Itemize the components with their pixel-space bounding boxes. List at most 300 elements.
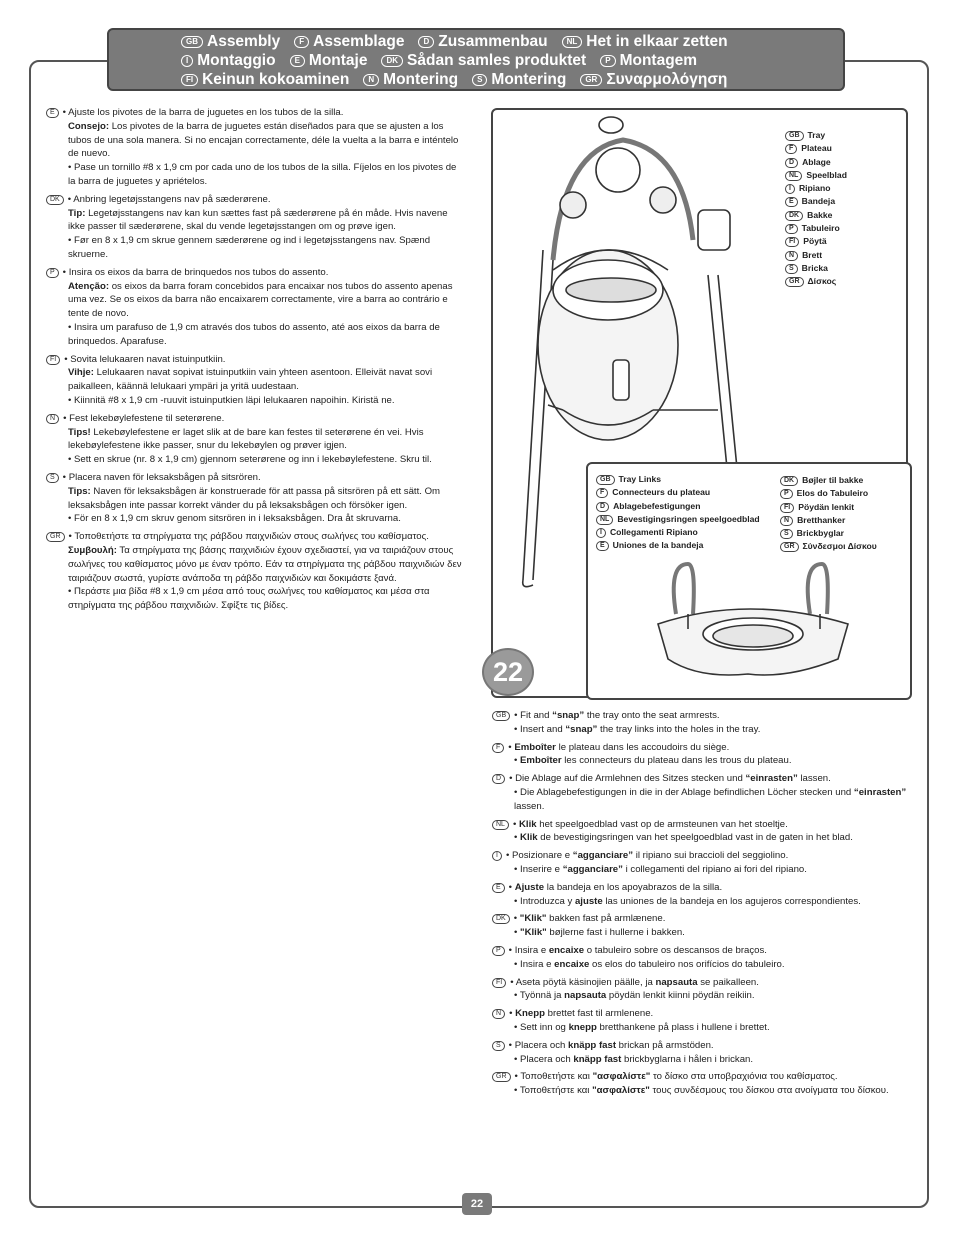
instruction-section xyxy=(492,1007,907,1035)
part-label xyxy=(785,129,847,142)
instruction-text: • Τοποθετήστε και xyxy=(514,1071,593,1083)
emphasis-text: “einrasten” xyxy=(745,773,798,785)
emphasis-text: knäpp fast xyxy=(573,1053,622,1065)
part-label xyxy=(785,195,847,208)
language-code-badge: GR xyxy=(580,74,602,86)
instruction-text: • Insira um parafuso de 1,9 cm através dos tubos do assento, até aos eixos da barra de brinquedos. Aparafuse. xyxy=(68,321,440,347)
header-title: Het in elkaar zetten xyxy=(586,33,728,50)
instruction-text: • Die Ablage auf die Armlehnen des Sitzes stecken und xyxy=(509,773,746,785)
language-code-badge: FI xyxy=(492,978,506,988)
language-code-badge: F xyxy=(785,144,797,154)
instruction-line xyxy=(492,912,907,926)
instruction-text: • Περάστε μια βίδα #8 x 1,9 cm μέσα από τους σωλήνες του καθίσματος και μέσα στα στηρίγματα της ράβδου παιχνιδιών. Σφίξτε τις βίδες. xyxy=(68,586,430,612)
part-label-text: Collegamenti Ripiano xyxy=(609,527,698,538)
step-number-badge: 22 xyxy=(482,648,534,696)
instruction-line xyxy=(492,895,907,909)
header-item xyxy=(181,51,276,70)
part-label xyxy=(785,235,847,248)
instruction-text: Legetøjsstangens nav kan kun sættes fast på sæderørene på én måde. Hvis navene ikke passer til sæderørene, skal du vende legetøjsstangen om og prøve igen. xyxy=(68,207,448,233)
instruction-text: • Sovita lelukaaren navat istuinputkiin. xyxy=(64,353,226,365)
emphasis-text: “einrasten” xyxy=(853,786,907,798)
part-label xyxy=(596,526,760,539)
emphasis-text: “agganciare” xyxy=(572,850,634,862)
header-line xyxy=(181,51,843,70)
emphasis-text: “agganciare” xyxy=(562,863,623,875)
emphasis-text: napsauta xyxy=(655,976,698,988)
language-code-badge: N xyxy=(492,1009,505,1019)
emphasis-text: "Klik" xyxy=(520,927,547,939)
instruction-line xyxy=(46,120,466,161)
instruction-text: • Kiinnitä #8 x 1,9 cm -ruuvit istuinputkien läpi lelukaaren napoihin. Kiristä ne. xyxy=(68,394,395,406)
instruction-text: les connecteurs du plateau dans les trous du plateau. xyxy=(561,755,792,767)
instruction-text: the tray links into the holes in the tray. xyxy=(597,723,761,735)
language-code-badge: GR xyxy=(46,532,65,542)
instruction-line xyxy=(46,412,466,426)
instruction-line xyxy=(46,234,466,262)
instruction-text: Naven för leksaksbågen är konstruerade för att passa på sitsrören på ett sätt. Om leksaksbågen inte passar korrekt vänder du på leksaksbågen och försöker igen. xyxy=(68,485,441,511)
instruction-text: le plateau dans les accoudoirs du siège. xyxy=(555,741,730,753)
instruction-text: Los pivotes de la barra de juguetes están diseñados para que se ajusten a los tubos de una sola manera. Si no encajan correctamente, déle la vuelta a la barra e inténtelo de nuevo. xyxy=(68,120,459,160)
emphasis-text: knepp xyxy=(568,1021,597,1033)
instruction-section xyxy=(492,772,907,813)
language-code-badge: DK xyxy=(46,195,64,205)
language-code-badge: NL xyxy=(596,515,613,525)
instruction-section xyxy=(46,353,466,408)
instruction-text: lassen. xyxy=(514,800,545,812)
instruction-section xyxy=(492,881,907,909)
language-code-badge: S xyxy=(780,529,793,539)
instruction-text: • Placera och xyxy=(508,1039,569,1051)
part-label-text: Pöytä xyxy=(803,236,827,247)
instruction-text: • Før en 8 x 1,9 cm skrue gennem sæderørene og ind i legetøjsstangens nav. Spænd skruerne. xyxy=(68,235,431,260)
header-title: Montaggio xyxy=(197,52,276,69)
instruction-section xyxy=(492,944,907,972)
instruction-section xyxy=(492,1039,907,1067)
tip-label: Tip: xyxy=(68,207,86,219)
emphasis-text: Klik xyxy=(520,832,538,844)
part-label xyxy=(785,169,847,182)
language-code-badge: N xyxy=(46,414,59,424)
instruction-line xyxy=(492,1084,907,1098)
instruction-line xyxy=(492,976,907,990)
language-code-badge: DK xyxy=(492,914,510,924)
instruction-text: Τα στηρίγματα της βάσης παιχνιδιών έχουν σχεδιαστεί, για να ταιριάζουν στους σωλήνες του καθίσματος μόνο με έναν τρόπο. Εάν τα στηρίγματα της ράβδου παιχνιδιών δεν ταιριάζουν σωστά, γυρίστε ανάποδα τη ράβδο παιχνιδιών και δοκιμάστε ξανά. xyxy=(68,544,462,584)
language-code-badge: P xyxy=(785,224,798,234)
instruction-line xyxy=(492,958,907,972)
instruction-text: • Ajuste los pivotes de la barra de juguetes en los tubos de la silla. xyxy=(62,107,344,118)
language-code-badge: NL xyxy=(562,36,583,48)
instruction-text: • xyxy=(508,741,515,753)
assembly-header xyxy=(107,28,845,91)
instruction-line xyxy=(492,849,907,863)
header-title: Assemblage xyxy=(313,33,405,50)
instruction-line xyxy=(46,544,466,585)
tip-label: Συμβουλή: xyxy=(68,544,117,556)
language-code-badge: I xyxy=(596,528,606,538)
instruction-line xyxy=(492,709,907,723)
instruction-section xyxy=(46,530,466,613)
part-label xyxy=(780,514,877,527)
instruction-line xyxy=(46,266,466,280)
language-code-badge: GR xyxy=(492,1072,511,1082)
header-title: Keinun kokoaminen xyxy=(202,71,350,88)
language-code-badge: P xyxy=(492,946,505,956)
instruction-line xyxy=(492,1007,907,1021)
instruction-line xyxy=(492,831,907,845)
instruction-text: • Aseta pöytä käsinojien päälle, ja xyxy=(510,976,656,988)
instruction-text: o tabuleiro sobre os descansos de braços. xyxy=(584,944,767,956)
emphasis-text: Klik xyxy=(518,818,537,830)
header-item xyxy=(580,70,727,89)
emphasis-text: napsauta xyxy=(564,990,607,1002)
instruction-line xyxy=(492,1053,907,1067)
instruction-line xyxy=(46,161,466,189)
part-label xyxy=(596,473,760,486)
instruction-line xyxy=(492,754,907,768)
part-label-text: Plateau xyxy=(801,143,832,154)
emphasis-text: encaixe xyxy=(548,944,585,956)
tip-label: Consejo: xyxy=(68,120,110,132)
language-code-badge: N xyxy=(780,516,793,526)
toy-bar-instructions xyxy=(46,106,466,617)
instruction-line xyxy=(492,989,907,1003)
header-title: Montering xyxy=(491,71,567,88)
part-label-text: Bevestigingsringen speelgoedblad xyxy=(617,513,760,524)
part-label-text: Σύνδεσμοι Δίσκου xyxy=(802,541,877,552)
instruction-line xyxy=(492,772,907,786)
instruction-line xyxy=(46,106,466,120)
page-number: 22 xyxy=(462,1193,492,1215)
instruction-text: il ripiano sui braccioli del seggiolino. xyxy=(633,850,789,862)
part-label-text: Bakke xyxy=(807,209,833,220)
instruction-text: • xyxy=(512,818,519,830)
part-label xyxy=(785,209,847,222)
instruction-line xyxy=(46,394,466,408)
part-label-text: Elos do Tabuleiro xyxy=(796,488,869,499)
part-label-text: Brett xyxy=(802,249,823,260)
instruction-text: • Placera naven för leksaksbågen på sitsrören. xyxy=(62,471,261,483)
instruction-line xyxy=(492,881,907,895)
instruction-section xyxy=(46,106,466,189)
language-code-badge: GB xyxy=(596,475,615,485)
emphasis-text: “snap” xyxy=(552,710,585,721)
part-label-text: Ripiano xyxy=(798,183,831,194)
language-code-badge: GB xyxy=(181,36,203,48)
emphasis-text: ajuste xyxy=(574,895,603,907)
instruction-text: bretthankene på plass i hullene i brettet. xyxy=(596,1021,770,1033)
instruction-text: i collegamenti del ripiano ai fori del ripiano. xyxy=(622,863,807,875)
instruction-section xyxy=(492,818,907,846)
language-code-badge: F xyxy=(492,743,504,753)
language-code-badge: FI xyxy=(46,355,60,365)
language-code-badge: GB xyxy=(492,711,510,721)
tray-instructions xyxy=(492,709,907,1102)
instruction-text: het speelgoedblad vast op de armsteunen van het stoeltje. xyxy=(536,818,788,830)
language-code-badge: D xyxy=(492,774,505,784)
part-label xyxy=(780,474,877,487)
instruction-text: Lelukaaren navat sopivat istuinputkiin vain yhteen asentoon. Elleivät navat sovi paikalleen, käännä lelukaari ympäri ja yritä uudestaan. xyxy=(68,367,433,393)
instruction-text: • Sett en skrue (nr. 8 x 1,9 cm) gjennom seterørene og inn i lekebøylefestene. Skru til. xyxy=(68,454,432,466)
header-title: Sådan samles produktet xyxy=(407,52,587,69)
instruction-text: • Insira e xyxy=(508,944,549,956)
part-label-text: Ablagebefestigungen xyxy=(613,500,701,511)
instruction-text: • xyxy=(508,881,515,893)
part-label-text: Bretthanker xyxy=(797,514,846,525)
tray-links-labels-b xyxy=(780,474,877,554)
part-label-text: Bøjler til bakke xyxy=(802,475,864,485)
part-label-text: Bandeja xyxy=(801,196,836,207)
emphasis-text: Knepp xyxy=(515,1008,545,1020)
language-code-badge: D xyxy=(418,36,434,48)
part-label-text: Tray xyxy=(807,130,826,140)
emphasis-text: encaixe xyxy=(554,958,590,970)
header-item xyxy=(363,70,458,89)
part-label xyxy=(596,486,760,499)
instruction-text: se paikalleen. xyxy=(697,976,759,988)
instruction-line xyxy=(492,926,907,940)
instruction-text: • Sett inn og xyxy=(514,1021,569,1033)
instruction-line xyxy=(492,1070,907,1084)
part-label xyxy=(785,156,847,169)
language-code-badge: F xyxy=(596,488,608,498)
language-code-badge: GR xyxy=(785,277,804,287)
header-title: Montagem xyxy=(619,52,698,69)
header-item xyxy=(290,51,368,70)
part-label-text: Bricka xyxy=(801,262,828,273)
instruction-section xyxy=(492,709,907,737)
part-label-text: Uniones de la bandeja xyxy=(612,540,704,551)
part-label xyxy=(596,513,760,526)
language-code-badge: N xyxy=(363,74,379,86)
language-code-badge: GB xyxy=(785,131,804,141)
instruction-text: os elos do tabuleiro nos orifícios do tabuleiro. xyxy=(589,958,785,970)
instruction-line xyxy=(46,207,466,235)
emphasis-text: Ajuste xyxy=(514,881,545,893)
part-label xyxy=(780,540,877,553)
language-code-badge: P xyxy=(600,55,615,67)
language-code-badge: E xyxy=(46,108,59,118)
language-code-badge: S xyxy=(46,473,59,483)
part-label-text: Ablage xyxy=(802,156,831,167)
part-label xyxy=(785,142,847,155)
instruction-line xyxy=(46,530,466,544)
instruction-section xyxy=(492,741,907,769)
header-item xyxy=(600,51,697,70)
part-label xyxy=(596,539,760,552)
tip-label: Atenção: xyxy=(68,280,110,292)
instruction-line xyxy=(46,585,466,613)
header-line xyxy=(181,32,843,51)
part-label-text: Brickbyglar xyxy=(796,528,844,539)
language-code-badge: S xyxy=(785,264,798,274)
instruction-line xyxy=(492,786,907,814)
instruction-line xyxy=(46,353,466,367)
instruction-text: • xyxy=(514,927,521,939)
instruction-text: • xyxy=(513,913,520,925)
instruction-line xyxy=(46,512,466,526)
header-item xyxy=(181,32,280,51)
instruction-text: • xyxy=(514,755,521,767)
language-code-badge: E xyxy=(290,55,305,67)
instruction-line xyxy=(46,426,466,454)
instruction-text: • xyxy=(509,1008,516,1020)
tray-links-labels-a xyxy=(596,473,760,553)
instruction-text: • Posizionare e xyxy=(505,850,573,862)
part-label-text: Tray Links xyxy=(618,474,662,484)
instruction-text: • Τοποθετήστε τα στηρίγματα της ράβδου παιχνιδιών στους σωλήνες του καθίσματος. xyxy=(68,531,429,543)
part-label-text: Pöydän lenkit xyxy=(798,501,855,512)
instruction-text: • xyxy=(514,832,521,844)
language-code-badge: DK xyxy=(780,476,798,486)
language-code-badge: DK xyxy=(785,211,803,221)
tray-labels xyxy=(785,129,847,289)
language-code-badge: E xyxy=(596,541,609,551)
emphasis-text: Emboîter xyxy=(514,741,556,753)
instruction-text: • Fit and xyxy=(514,710,553,721)
instruction-section xyxy=(492,849,907,877)
language-code-badge: I xyxy=(492,851,502,861)
instruction-text: brickbyglarna i hålen i brickan. xyxy=(621,1053,754,1065)
instruction-text: • Insira e xyxy=(514,958,555,970)
instruction-section xyxy=(492,1070,907,1098)
language-code-badge: DK xyxy=(381,55,403,67)
language-code-badge: GR xyxy=(780,542,799,552)
part-label xyxy=(596,500,760,513)
header-item xyxy=(562,32,728,51)
language-code-badge: P xyxy=(46,268,59,278)
language-code-badge: N xyxy=(785,251,798,261)
instruction-text: • Insert and xyxy=(514,723,566,735)
instruction-text: de bevestigingsringen van het speelgoedblad vast in de gaten in het blad. xyxy=(537,832,853,844)
instruction-line xyxy=(46,453,466,467)
instruction-text: • För en 8 x 1,9 cm skruv genom sitsrören in i leksaksbågen. Dra åt skruvarna. xyxy=(68,513,401,525)
header-line xyxy=(181,70,843,89)
instruction-text: • Die Ablagebefestigungen in die in der Ablage befindlichen Löcher stecken und xyxy=(514,786,854,798)
instruction-text: lassen. xyxy=(797,773,831,785)
instruction-text: the tray onto the seat armrests. xyxy=(584,710,720,721)
instruction-text: • Insira os eixos da barra de brinquedos nos tubos do assento. xyxy=(62,266,329,278)
emphasis-text: "ασφαλίστε" xyxy=(592,1071,651,1083)
instruction-text: brickan på armstöden. xyxy=(616,1039,714,1051)
instruction-text: bøjlerne fast i hullerne i bakken. xyxy=(546,927,685,939)
language-code-badge: NL xyxy=(785,171,802,181)
instruction-text: • Inserire e xyxy=(514,863,563,875)
tip-label: Vihje: xyxy=(68,367,94,379)
header-title: Zusammenbau xyxy=(438,33,548,50)
language-code-badge: E xyxy=(785,197,798,207)
part-label-text: Tabuleiro xyxy=(801,223,840,234)
part-label xyxy=(785,182,847,195)
header-item xyxy=(418,32,547,51)
instruction-line xyxy=(46,321,466,349)
language-code-badge: NL xyxy=(492,820,509,830)
instruction-section xyxy=(46,471,466,526)
instruction-section xyxy=(46,193,466,262)
header-title: Συναρμολόγηση xyxy=(606,71,728,88)
language-code-badge: S xyxy=(472,74,487,86)
part-label-text: Connecteurs du plateau xyxy=(612,487,711,498)
instruction-line xyxy=(46,471,466,485)
instruction-text: • Τοποθετήστε και xyxy=(514,1085,593,1097)
language-code-badge: E xyxy=(492,883,505,893)
header-title: Montaje xyxy=(308,52,368,69)
emphasis-text: "ασφαλίστε" xyxy=(592,1085,650,1097)
part-label xyxy=(785,222,847,235)
language-code-badge: FI xyxy=(785,237,799,247)
emphasis-text: Emboîter xyxy=(520,755,562,767)
part-label xyxy=(780,501,877,514)
language-code-badge: I xyxy=(785,184,795,194)
instruction-section xyxy=(46,412,466,467)
instruction-text: • Työnnä ja xyxy=(514,990,565,1002)
instruction-text: • Introduzca y xyxy=(514,895,575,907)
header-item xyxy=(181,70,349,89)
instruction-line xyxy=(46,280,466,321)
instruction-text: bakken fast på armlænene. xyxy=(546,913,666,925)
header-title: Assembly xyxy=(207,33,281,50)
header-item xyxy=(381,51,586,70)
instruction-text: os eixos da barra foram concebidos para encaixar nos tubos do assento apenas uma vez. Se os eixos da barra não encaixarem correctamente, vire a barra ao contrário e tente de novo. xyxy=(68,280,453,320)
instruction-text: το δίσκο στα υποβραχιόνια του καθίσματος. xyxy=(650,1071,838,1083)
language-code-badge: D xyxy=(785,158,798,168)
language-code-badge: I xyxy=(181,55,193,67)
part-label xyxy=(785,275,847,288)
instruction-text: • Fest lekebøylefestene til seterørene. xyxy=(63,412,225,424)
part-label xyxy=(785,262,847,275)
instruction-line xyxy=(492,1039,907,1053)
instruction-line xyxy=(492,741,907,755)
instruction-text: las uniones de la bandeja en los agujeros correspondientes. xyxy=(602,895,861,907)
instruction-text: la bandeja en los apoyabrazos de la silla. xyxy=(544,881,723,893)
instruction-section xyxy=(492,912,907,940)
instruction-line xyxy=(492,723,907,737)
instruction-text: • Anbring legetøjsstangens nav på sæderørene. xyxy=(67,193,271,205)
instruction-text: τους συνδέσμους του δίσκου στα ανοίγματα του δίσκου. xyxy=(649,1085,889,1097)
instruction-text: Lekebøylefestene er laget slik at de bare kan festes til seterørene én vei. Hvis lekebøylefestene ikke passer, snur du lekebøylen og prøver igjen. xyxy=(68,426,424,452)
instruction-text: pöydän lenkit kiinni pöydän reikiin. xyxy=(606,990,755,1002)
instruction-section xyxy=(492,976,907,1004)
instruction-text: brettet fast til armlenene. xyxy=(544,1008,654,1020)
header-item xyxy=(294,32,404,51)
language-code-badge: D xyxy=(596,502,609,512)
tip-label: Tips! xyxy=(68,426,91,438)
instruction-line xyxy=(46,366,466,394)
language-code-badge: FI xyxy=(780,503,794,513)
instruction-text: • Pase un tornillo #8 x 1,9 cm por cada uno de los tubos de la silla. Fíjelos en los pivotes de la barra de juguetes y apriételos. xyxy=(68,162,457,187)
language-code-badge: FI xyxy=(181,74,198,86)
part-label xyxy=(780,487,877,500)
emphasis-text: knäpp fast xyxy=(568,1039,617,1051)
emphasis-text: “snap” xyxy=(565,723,598,735)
instruction-text: • Placera och xyxy=(514,1053,574,1065)
instruction-line xyxy=(46,193,466,207)
part-label xyxy=(780,527,877,540)
instruction-line xyxy=(46,485,466,513)
language-code-badge: S xyxy=(492,1041,505,1051)
language-code-badge: F xyxy=(294,36,309,48)
part-label-text: Speelblad xyxy=(806,169,847,180)
part-label xyxy=(785,249,847,262)
header-item xyxy=(472,70,566,89)
header-title: Montering xyxy=(383,71,459,88)
instruction-section xyxy=(46,266,466,349)
instruction-line xyxy=(492,944,907,958)
emphasis-text: "Klik" xyxy=(519,913,547,925)
tip-label: Tips: xyxy=(68,485,91,497)
instruction-line xyxy=(492,818,907,832)
instruction-line xyxy=(492,1021,907,1035)
part-label-text: Δίσκος xyxy=(807,276,837,287)
